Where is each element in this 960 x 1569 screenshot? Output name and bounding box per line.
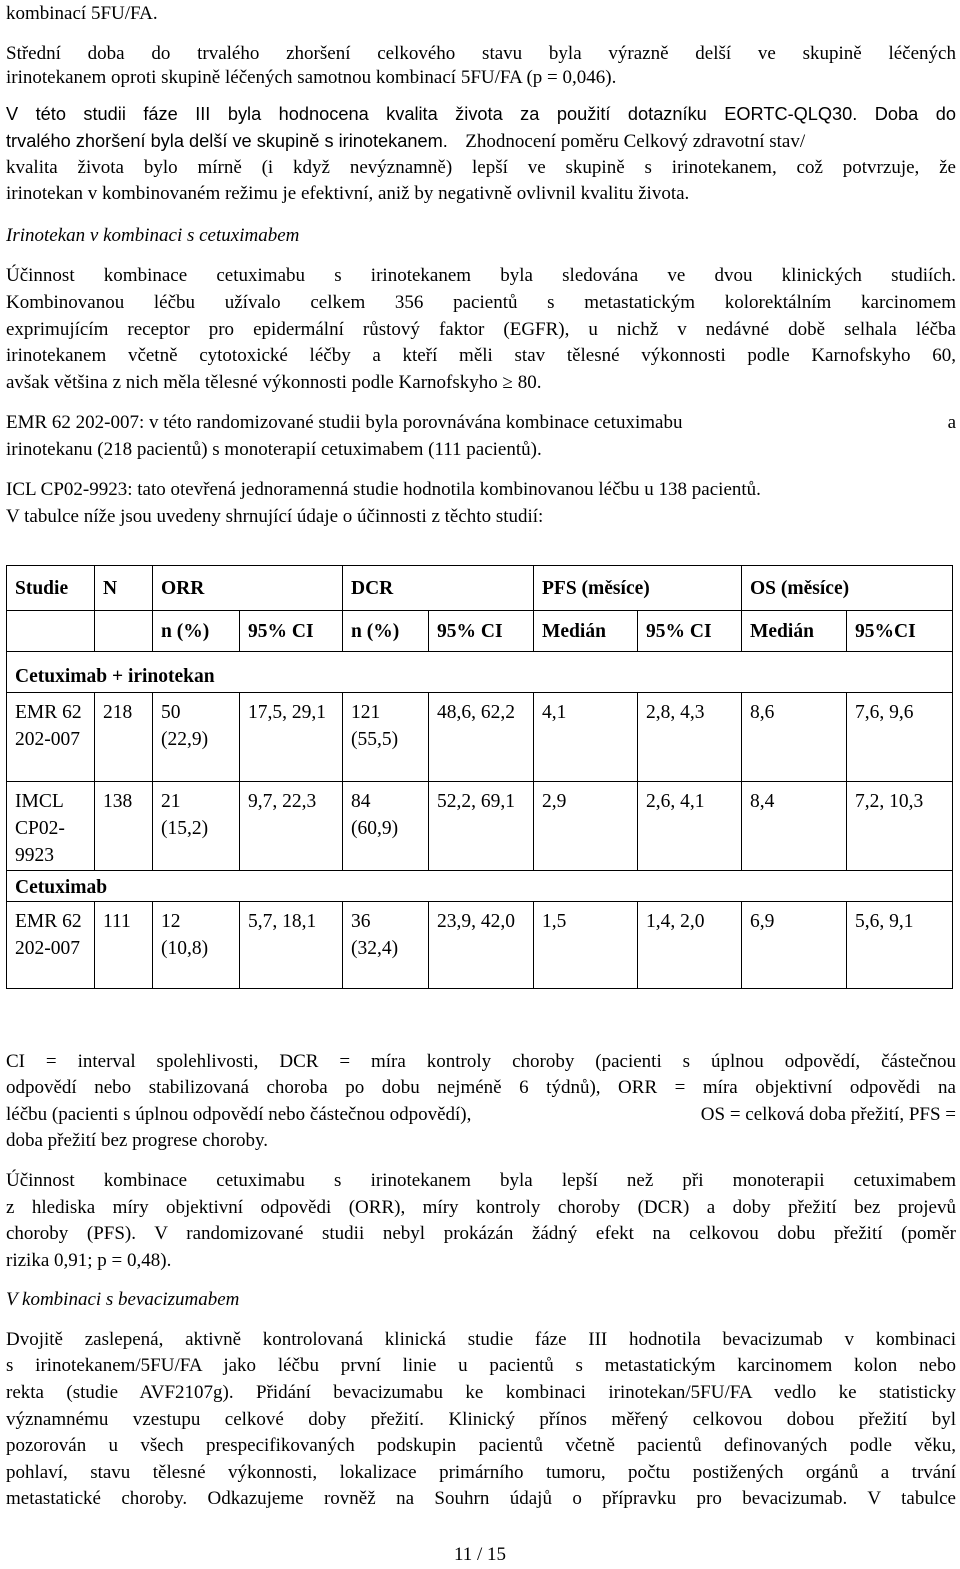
header-cell: PFS (měsíce) (534, 566, 742, 611)
text-run: EMR 62 202-007: v této randomizované studii byla porovnávána kombinace cetuximabu (6, 412, 683, 433)
orr-n-cell: 50 (22,9) (153, 693, 240, 782)
table-group-row (7, 652, 953, 693)
study-cell: EMR 62 202-007 (7, 693, 95, 782)
table-row (7, 693, 953, 782)
paragraph-line: kombinací 5FU/FA. (6, 3, 158, 24)
paragraph-line: irinotekanu (218 pacientů) s monoterapií cetuximabem (111 pacientů). (6, 439, 542, 460)
paragraph-line: irinotekanem včetně cytotoxické léčby a kteří měli stav tělesné výkonnosti podle Karnofskyho 60, (6, 345, 956, 366)
paragraph-line-mixed (6, 128, 956, 155)
text-run: trvalého zhoršení byla delší ve skupině s irinotekanem. (6, 131, 448, 151)
efficacy-table (6, 565, 953, 989)
pfs-ci-cell: 2,8, 4,3 (638, 693, 742, 782)
n-cell: 138 (95, 782, 153, 871)
subheader-cell: n (%) (153, 611, 240, 652)
n-cell: 218 (95, 693, 153, 782)
table-row (7, 902, 953, 989)
study-cell: EMR 62 202-007 (7, 902, 95, 989)
paragraph-line: Dvojitě zaslepená, aktivně kontrolovaná klinická studie fáze III hodnotila bevacizumab v kombinaci (6, 1329, 956, 1350)
orr-ci-cell: 9,7, 22,3 (240, 782, 343, 871)
paragraph-line: exprimujícím receptor pro epidermální růstový faktor (EGFR), u nichž v nedávné době selhala léčba (6, 319, 956, 340)
paragraph-line: Účinnost kombinace cetuximabu s irinotekanem byla lepší než při monoterapii cetuximabem (6, 1170, 956, 1191)
page-number: 11 / 15 (453, 1544, 507, 1565)
paragraph-line: irinotekanem oproti skupině léčených samotnou kombinací 5FU/FA (p = 0,046). (6, 67, 617, 88)
header-cell: OS (měsíce) (742, 566, 953, 611)
paragraph-line: rekta (studie AVF2107g). Přidání bevacizumabu ke kombinaci irinotekan/5FU/FA vedlo ke statisticky (6, 1382, 956, 1403)
geq-symbol: ≥ (502, 372, 513, 393)
pfs-median-cell: 1,5 (534, 902, 638, 989)
os-ci-cell: 7,2, 10,3 (847, 782, 953, 871)
study-cell: IMCL CP02-9923 (7, 782, 95, 871)
orr-n-cell: 12 (10,8) (153, 902, 240, 989)
section-heading-cetuximab: Irinotekan v kombinaci s cetuximabem (6, 225, 300, 246)
os-ci-cell: 5,6, 9,1 (847, 902, 953, 989)
subheader-cell: 95%CI (847, 611, 953, 652)
paragraph-line: s irinotekanem/5FU/FA jako léčbu první linie u pacientů s metastatickým karcinomem kolon nebo (6, 1355, 956, 1376)
blank-cell (7, 611, 95, 652)
group-label: Cetuximab (7, 871, 953, 902)
table-header-row (7, 566, 953, 611)
os-median-cell: 8,6 (742, 693, 847, 782)
paragraph-line: choroby (PFS). V randomizované studii nebyl prokázán žádný efekt na celkovou dobu přežití (poměr (6, 1223, 956, 1244)
subheader-cell: Medián (534, 611, 638, 652)
footnote-line: CI = interval spolehlivosti, DCR = míra kontroly choroby (pacienti s úplnou odpovědí, částečnou (6, 1051, 956, 1072)
pfs-median-cell: 4,1 (534, 693, 638, 782)
paragraph-line: Kombinovanou léčbu užívalo celkem 356 pacientů s metastatickým kolorektálním karcinomem (6, 292, 956, 313)
dcr-n-cell: 36 (32,4) (343, 902, 429, 989)
os-median-cell: 8,4 (742, 782, 847, 871)
paragraph-line: V této studii fáze III byla hodnocena kvalita života za použití dotazníku EORTC-QLQ30. Doba do (6, 104, 956, 124)
text-run: a (947, 412, 956, 433)
orr-n-cell: 21 (15,2) (153, 782, 240, 871)
text-run: avšak většina z nich měla tělesné výkonnosti podle Karnofskyho (6, 372, 498, 393)
group-label: Cetuximab + irinotekan (7, 652, 953, 693)
subheader-cell: 95% CI (240, 611, 343, 652)
subheader-cell: Medián (742, 611, 847, 652)
paragraph-line-mixed (6, 409, 956, 436)
blank-cell (95, 611, 153, 652)
dcr-n-cell: 121 (55,5) (343, 693, 429, 782)
footnote-line: odpovědí nebo stabilizovaná choroba po dobu nejméně 6 týdnů), ORR = míra objektivní odpovědi na (6, 1077, 956, 1098)
n-cell: 111 (95, 902, 153, 989)
header-cell: N (95, 566, 153, 611)
paragraph-line: ICL CP02-9923: tato otevřená jednoramenná studie hodnotila kombinovanou léčbu u 138 pacientů. (6, 479, 761, 500)
footnote-line: doba přežití bez progrese choroby. (6, 1130, 269, 1151)
section-heading-bevacizumab: V kombinaci s bevacizumabem (6, 1289, 240, 1310)
subheader-cell: n (%) (343, 611, 429, 652)
pfs-median-cell: 2,9 (534, 782, 638, 871)
os-median-cell: 6,9 (742, 902, 847, 989)
dcr-ci-cell: 23,9, 42,0 (429, 902, 534, 989)
text-run: léčbu (pacienti s úplnou odpovědí nebo částečnou odpovědí), (6, 1104, 472, 1125)
paragraph-line: V tabulce níže jsou uvedeny shrnující údaje o účinnosti z těchto studií: (6, 506, 544, 527)
dcr-ci-cell: 52,2, 69,1 (429, 782, 534, 871)
paragraph-line: z hlediska míry objektivní odpovědi (ORR), míry kontroly choroby (DCR) a doby přežití bez projevů (6, 1197, 956, 1218)
header-cell: Studie (7, 566, 95, 611)
dcr-n-cell: 84 (60,9) (343, 782, 429, 871)
header-cell: ORR (153, 566, 343, 611)
orr-ci-cell: 17,5, 29,1 (240, 693, 343, 782)
paragraph-line: metastatické choroby. Odkazujeme rovněž na Souhrn údajů o přípravku pro bevacizumab. V tabulce (6, 1488, 956, 1509)
paragraph-line: Účinnost kombinace cetuximabu s irinotekanem byla sledována ve dvou klinických studiích. (6, 265, 956, 286)
pfs-ci-cell: 1,4, 2,0 (638, 902, 742, 989)
subheader-cell: 95% CI (638, 611, 742, 652)
header-cell: DCR (343, 566, 534, 611)
paragraph-line: pohlaví, stavu tělesné výkonnosti, lokalizace primárního tumoru, počtu postižených orgánů a trvání (6, 1462, 956, 1483)
paragraph-line: pozorován u všech prespecifikovaných podskupin pacientů včetně pacientů definovaných podle věku, (6, 1435, 956, 1456)
text-run: 80. (517, 372, 542, 393)
footnote-line-mixed (6, 1101, 956, 1128)
pfs-ci-cell: 2,6, 4,1 (638, 782, 742, 871)
table-group-row (7, 871, 953, 902)
paragraph-line: Střední doba do trvalého zhoršení celkového stavu byla výrazně delší ve skupině léčených (6, 43, 956, 64)
subheader-cell: 95% CI (429, 611, 534, 652)
table-row (7, 782, 953, 871)
text-run: Zhodnocení poměru Celkový zdravotní stav/ (465, 131, 806, 152)
paragraph-line-mixed (6, 369, 956, 396)
paragraph-line: významnému vzestupu celkové doby přežití. Klinický přínos měřený celkovou dobou přežití byl (6, 1409, 956, 1430)
text-run: OS = celková doba přežití, PFS = (700, 1104, 956, 1125)
paragraph-line: kvalita života bylo mírně (i když nevýznamně) lepší ve skupině s irinotekanem, což potvrzuje, že (6, 157, 956, 178)
paragraph-line: rizika 0,91; p = 0,48). (6, 1250, 172, 1271)
orr-ci-cell: 5,7, 18,1 (240, 902, 343, 989)
dcr-ci-cell: 48,6, 62,2 (429, 693, 534, 782)
paragraph-line: irinotekan v kombinovaném režimu je efektivní, aniž by negativně ovlivnil kvalitu života. (6, 183, 690, 204)
table-subheader-row (7, 611, 953, 652)
os-ci-cell: 7,6, 9,6 (847, 693, 953, 782)
